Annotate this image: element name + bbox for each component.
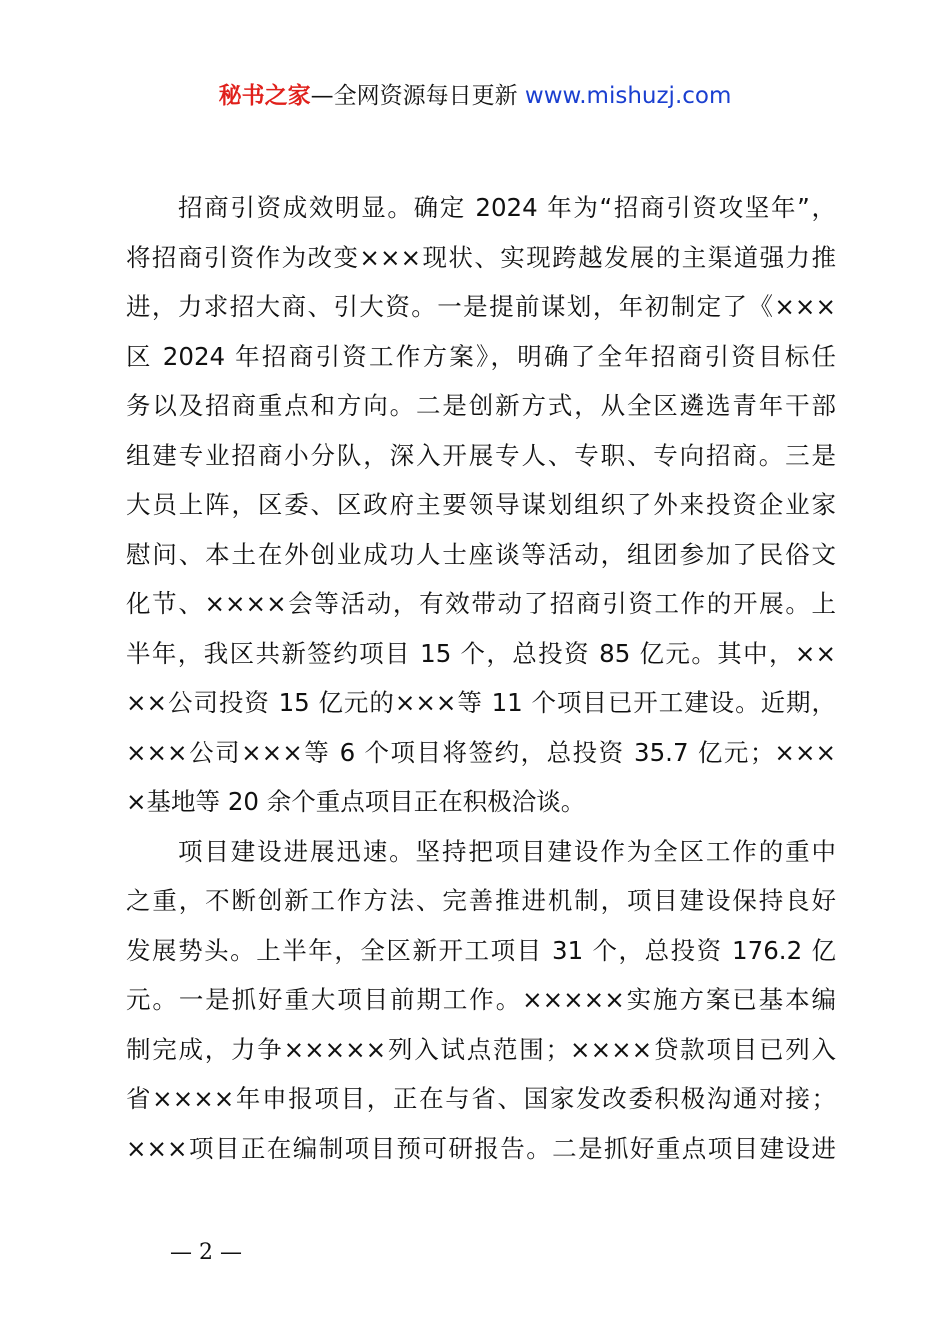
text-line: 慰问、本土在外创业成功人士座谈等活动，组团参加了民俗文 — [126, 539, 836, 569]
text-line: 省××××年申报项目，正在与省、国家发改委积极沟通对接； — [126, 1084, 836, 1113]
text-line: 进，力求招大商、引大资。一是提前谋划，年初制定了《××× — [126, 292, 836, 321]
paragraph-projects — [126, 827, 836, 1174]
text-line: 区 2024 年招商引资工作方案》，明确了全年招商引资目标任 — [126, 341, 836, 371]
text-line: ×××公司×××等 6 个项目将签约，总投资 35.7 亿元；××× — [126, 737, 836, 767]
header-url[interactable]: www.mishuzj.com — [524, 83, 732, 109]
header-brand: 秘书之家 — [218, 83, 311, 109]
header-tagline: —全网资源每日更新 — [310, 83, 525, 109]
text-line: 元。一是抓好重大项目前期工作。×××××实施方案已基本编 — [126, 985, 836, 1014]
text-line: 组建专业招商小分队，深入开展专人、专职、专向招商。三是 — [126, 440, 836, 470]
text-line: ×××项目正在编制项目预可研报告。二是抓好重点项目建设进 — [126, 1133, 836, 1163]
page-number: — 2 — — [170, 1240, 242, 1265]
paragraph-investment — [126, 183, 836, 827]
text-line: 大员上阵，区委、区政府主要领导谋划组织了外来投资企业家 — [126, 490, 836, 519]
text-line: 化节、××××会等活动，有效带动了招商引资工作的开展。上 — [126, 589, 836, 618]
text-line: 发展势头。上半年，全区新开工项目 31 个，总投资 176.2 亿 — [126, 935, 836, 965]
text-line: 之重，不断创新工作方法、完善推进机制，项目建设保持良好 — [126, 886, 836, 915]
text-line: ××公司投资 15 亿元的×××等 11 个项目已开工建设。近期， — [126, 688, 836, 717]
document-body — [126, 183, 836, 1173]
text-line: 制完成，力争×××××列入试点范围；××××贷款项目已列入 — [126, 1034, 836, 1064]
site-header — [0, 80, 950, 112]
text-line: 招商引资成效明显。确定 2024 年为“招商引资攻坚年”， — [178, 193, 836, 222]
text-line: 务以及招商重点和方向。二是创新方式，从全区遴选青年干部 — [126, 391, 836, 420]
text-line: 项目建设进展迅速。坚持把项目建设作为全区工作的重中 — [178, 836, 836, 866]
text-line: 半年，我区共新签约项目 15 个，总投资 85 亿元。其中，×× — [126, 638, 836, 668]
text-line: 将招商引资作为改变×××现状、实现跨越发展的主渠道强力推 — [126, 242, 836, 272]
text-line: ×基地等 20 余个重点项目正在积极洽谈。 — [126, 787, 586, 816]
